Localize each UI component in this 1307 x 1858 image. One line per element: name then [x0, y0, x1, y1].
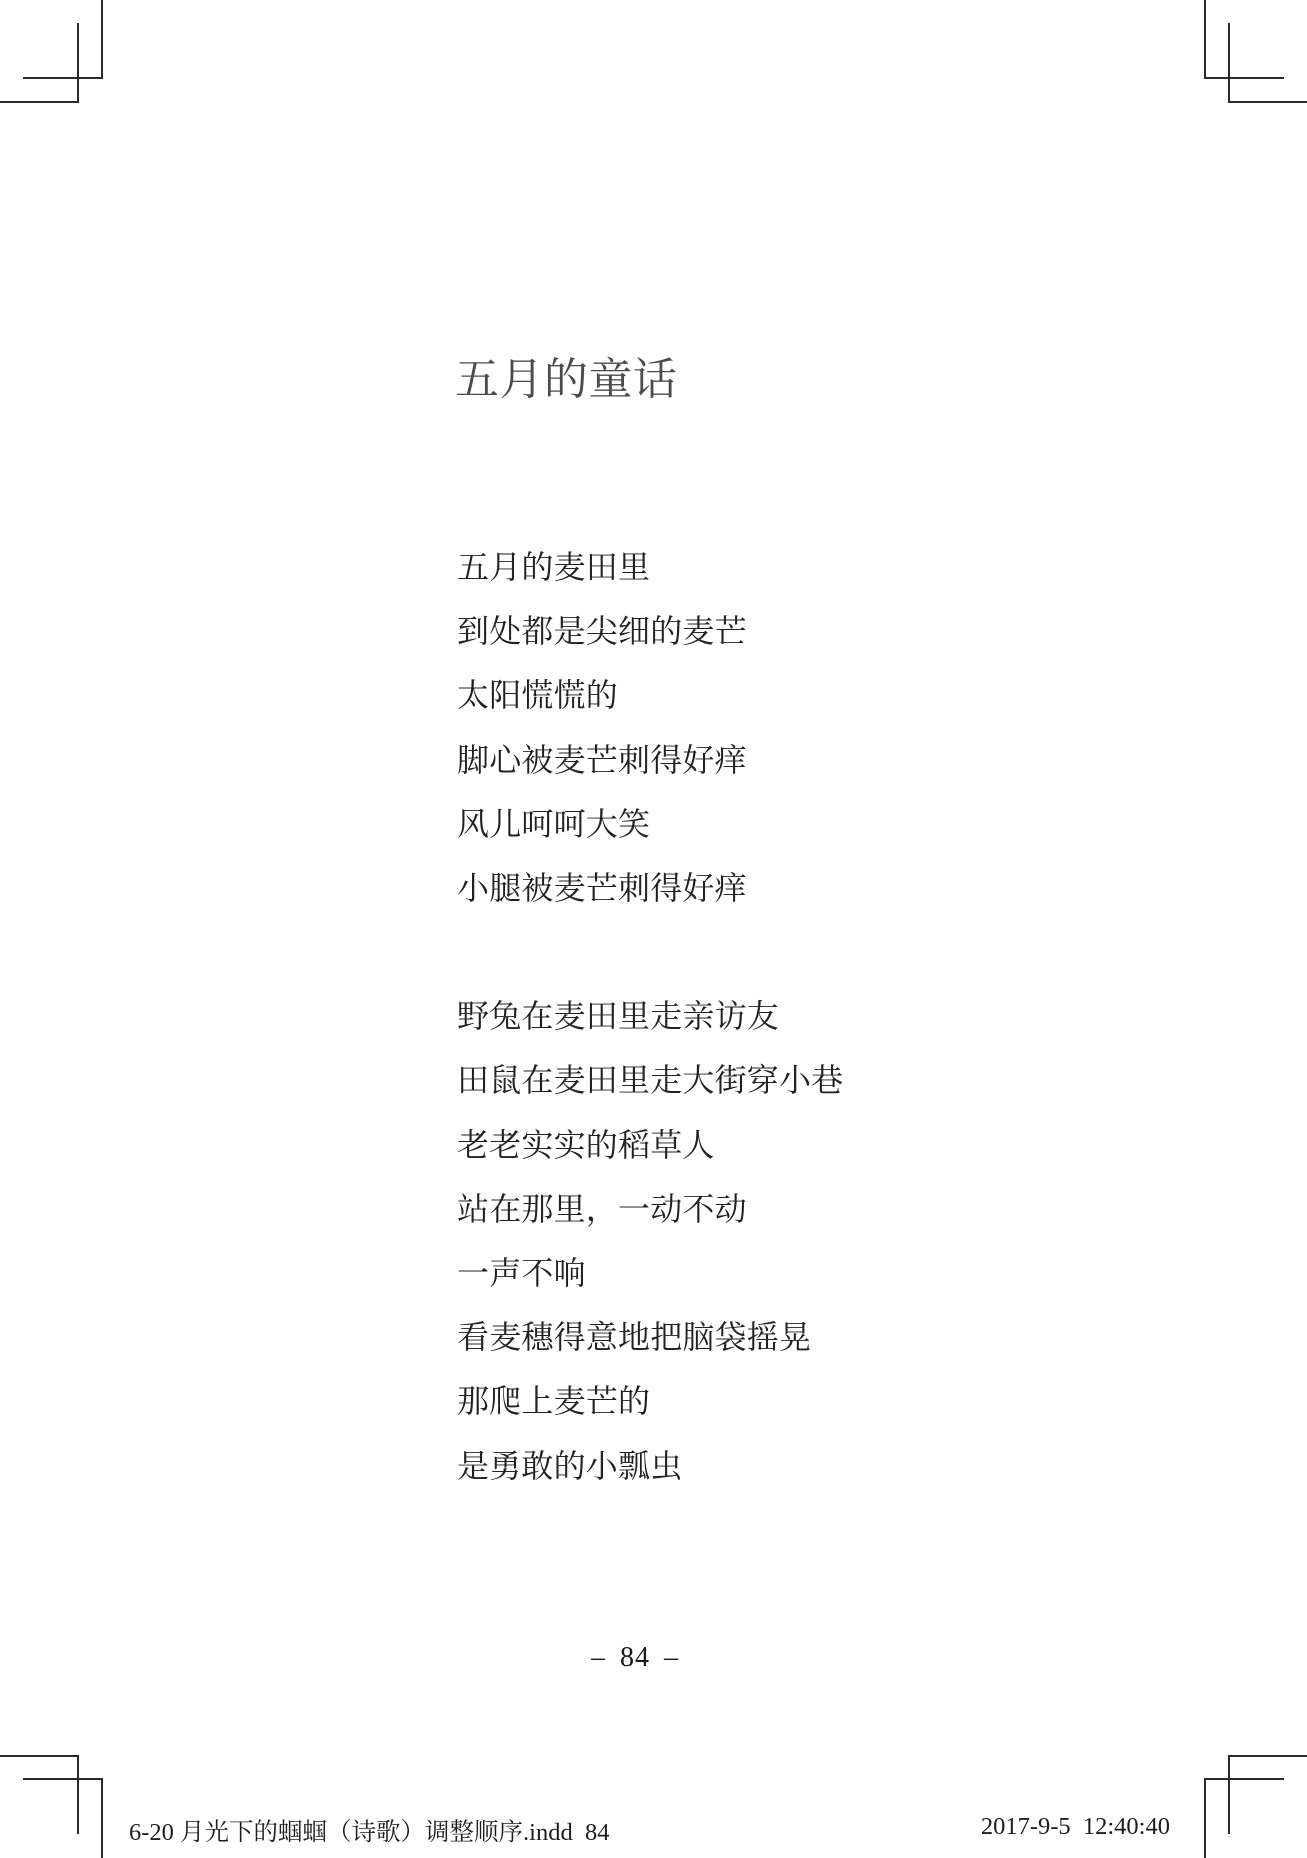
poem-line: 五月的麦田里 [457, 549, 651, 585]
poem-line: 站在那里，一动不动 [457, 1190, 747, 1227]
crop-mark-top-left-icon [0, 0, 103, 102]
page-number: – 84 – [591, 1642, 679, 1673]
crop-mark-bottom-right-icon [1204, 1756, 1307, 1858]
poem-stanza-1 [457, 535, 843, 920]
poem-body [457, 535, 843, 1498]
poem-line: 风儿呵呵大笑 [457, 805, 651, 842]
poem-line: 那爬上麦芒的 [457, 1383, 651, 1420]
poem-line: 野兔在麦田里走亲访友 [457, 998, 780, 1035]
poem-stanza-2 [457, 984, 843, 1498]
poem-line: 太阳慌慌的 [457, 677, 619, 714]
poem-line: 一声不响 [457, 1255, 586, 1292]
poem-line: 田鼠在麦田里走大街穿小巷 [457, 1062, 844, 1099]
poem-title: 五月的童话 [455, 354, 678, 405]
poem-line: 脚心被麦芒刺得好痒 [457, 741, 747, 778]
poem-line: 到处都是尖细的麦芒 [457, 613, 747, 650]
crop-mark-top-right-icon [1204, 0, 1307, 102]
footer-filename: 6-20 月光下的蝈蝈（诗歌）调整顺序.indd 84 [129, 1819, 610, 1846]
poem-line: 老老实实的稻草人 [457, 1126, 715, 1163]
crop-mark-bottom-left-icon [0, 1756, 103, 1858]
poem-line: 看麦穗得意地把脑袋摇晃 [457, 1319, 812, 1356]
poem-line: 是勇敢的小瓢虫 [457, 1447, 683, 1484]
poem-line: 小腿被麦芒刺得好痒 [457, 870, 747, 907]
footer-datetime: 2017-9-5 12:40:40 [980, 1813, 1170, 1840]
